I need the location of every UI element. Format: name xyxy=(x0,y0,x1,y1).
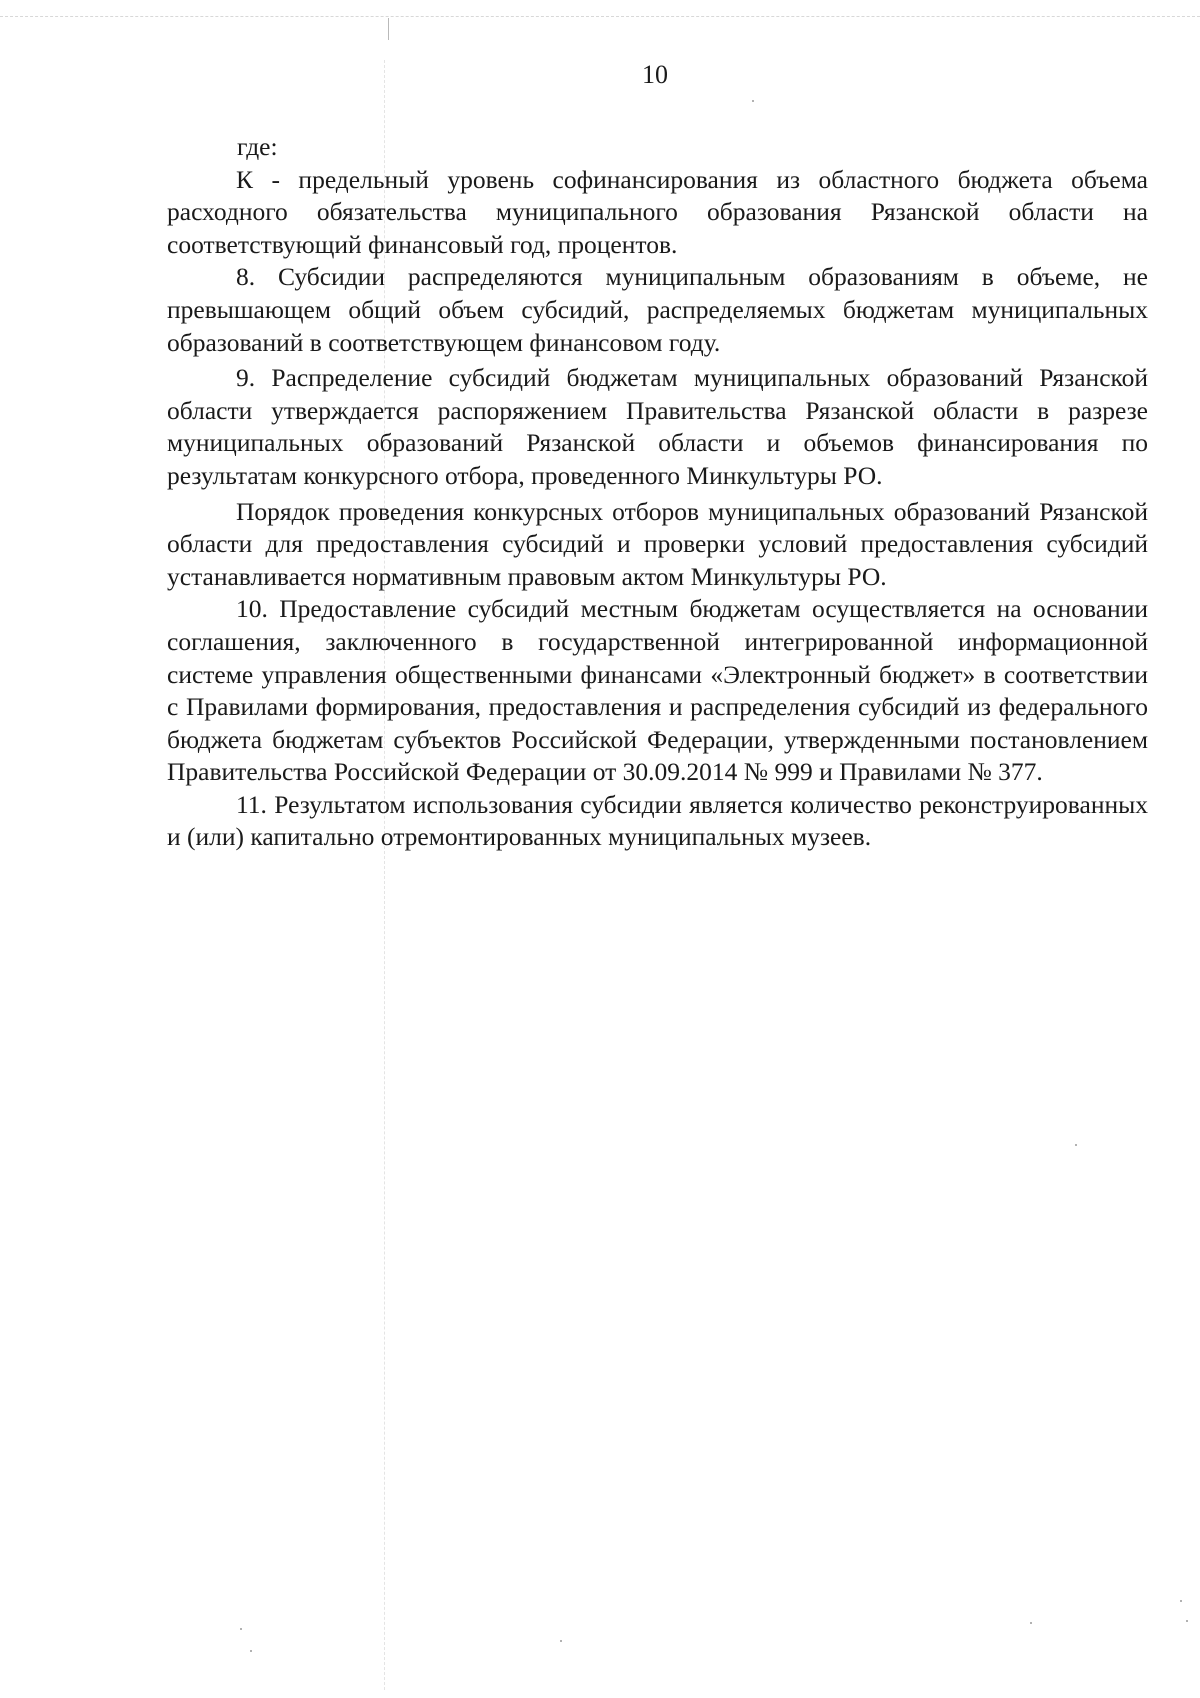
scan-artifact-top-edge xyxy=(0,16,1200,23)
paragraph-item-10: 10. Предоставление субсидий местным бюджетам осуществляется на основании соглашения, заключенного в государственной интегрированной информационной системе управления общественными финансами «Электронный бюджет» в соответствии с Правилами формирования, предоставления и распределения субсидий из федерального бюджета бюджетам субъектов Российской Федерации, утвержденными постановлением Правительства Российской Федерации от 30.09.2014 № 999 и Правилами № 377. xyxy=(167,594,1148,787)
scan-speck xyxy=(560,1640,562,1642)
paragraph-where: где: xyxy=(237,132,278,161)
paragraph-selection-procedure: Порядок проведения конкурсных отборов муниципальных образований Рязанской области для предоставления субсидий и проверки условий предоставления субсидий устанавливается нормативным правовым актом Минкультуры РО. xyxy=(167,496,1148,591)
paragraph-item-9: 9. Распределение субсидий бюджетам муниципальных образований Рязанской области утверждается распоряжением Правительства Рязанской области в разрезе муниципальных образований Рязанской области и объемов финансирования по результатам конкурсного отбора, проведенного Минкультуры РО. xyxy=(167,363,1148,490)
page-number: 10 xyxy=(642,60,668,89)
scan-speck xyxy=(1180,1600,1182,1602)
scan-speck xyxy=(250,1650,252,1652)
document-body xyxy=(167,131,1148,854)
paragraph-item-8: 8. Субсидии распределяются муниципальным образованиям в объеме, не превышающем общий объем субсидий, распределяемых бюджетам муниципальных образований в соответствующем финансовом году. xyxy=(167,262,1148,357)
scan-artifact-tick xyxy=(388,18,389,40)
paragraph-k-definition: К - предельный уровень софинансирования из областного бюджета объема расходного обязательства муниципального образования Рязанской области на соответствующий финансовый год, процентов. xyxy=(167,164,1148,259)
scan-speck xyxy=(240,1628,242,1630)
scan-speck xyxy=(1186,1620,1188,1622)
paragraph-item-11: 11. Результатом использования субсидии является количество реконструированных и (или) капитально отремонтированных муниципальных музеев. xyxy=(167,789,1148,852)
scan-speck xyxy=(752,100,754,102)
scan-speck xyxy=(1075,1144,1077,1146)
scan-speck xyxy=(1030,1622,1032,1624)
